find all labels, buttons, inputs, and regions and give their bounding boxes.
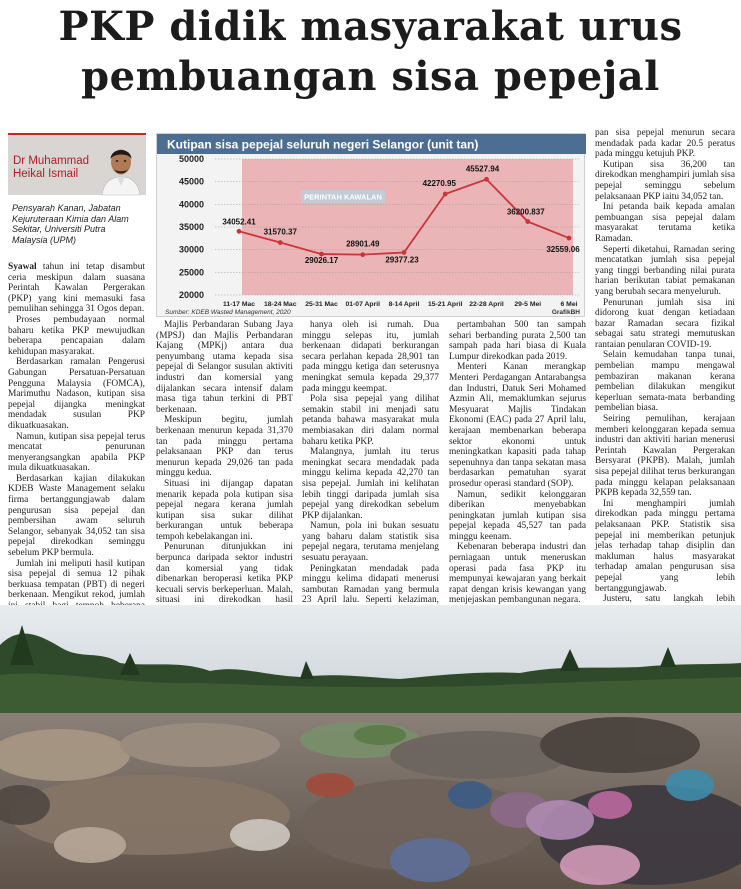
x-tick-label: 15-21 April <box>427 301 463 308</box>
paragraph <box>595 128 735 160</box>
data-point <box>443 192 448 197</box>
article-column-2 <box>156 320 293 650</box>
paragraph <box>8 262 145 315</box>
data-label: 29377.23 <box>385 255 419 265</box>
paragraph <box>8 315 145 357</box>
data-point <box>360 252 365 257</box>
data-label: 29026.17 <box>304 256 339 266</box>
data-label: 34052.41 <box>222 217 256 227</box>
paragraph <box>595 160 735 202</box>
author-photo <box>96 139 146 195</box>
paragraph-text: Menteri Kanan merangkap Menteri Perdagangan Antarabangsa dan Industri, Datuk Seri Mohamed Azmin Ali, memaklumkan sejurus Mesyuarat Majlis Tindakan Ekonomi (EAC) pada 27 April lalu, kerajaan membenarkan beberapa sektor ekonomi untuk meningkatkan kapasiti pada tahap sepenuhnya dan tanpa sekatan masa berdasarkan pematuhan syarat prosedur operasi standard (SOP). <box>449 362 586 489</box>
article-column-3 <box>302 320 439 650</box>
paragraph-text: Seiring pemulihan, kerajaan memberi kelonggaran kepada semua industri dan aktiviti harian menerusi Perintah Kawalan Pergerakan Bersyarat (PKPB). Malah, jumlah sisa pepejal dilihat terus berkurangan pada minggu kelapan pelaksanaan PKPB kepada 32,559 tan. <box>595 414 735 499</box>
y-tick-label: 50000 <box>178 154 204 164</box>
paragraph-text: Ini petanda baik kepada amalan pembuangan sisa pepejal dalam masyarakat terutama ketika Ramadan. <box>595 202 735 244</box>
paragraph-text: Peningkatan mendadak pada minggu kelima didapati menerusi sambutan Ramadan yang bermula 23 April lalu. Seperti kelaziman, <box>302 563 439 606</box>
paragraph-text: Meskipun begitu, jumlah berkenaan menurun kepada 31,370 tan pada minggu pertama pelaksanaan PKP dan terus menurun kepada 29,026 tan pada minggu kedua. <box>156 415 293 479</box>
paragraph <box>449 490 586 543</box>
dumpsite-photo <box>0 605 741 889</box>
paragraph <box>595 245 735 298</box>
paragraph-text: Namun, sedikit kelonggaran diberikan menyebabkan peningkatan jumlah kutipan sisa pepejal kepada 45,527 tan pada minggu keenam. <box>449 489 586 542</box>
paragraph <box>8 357 145 431</box>
paragraph-text: Kebenaran beberapa industri dan perniagaan untuk meneruskan operasi pada fasa PKP itu mempunyai kewajaran yang berkait rapat dengan krisis kewangan yang menjejaskan pembangunan negara. <box>449 542 586 606</box>
paragraph-text: Jumlah ini meliputi hasil kutipan sisa pepejal di semua 12 pihak berkuasa tempatan (PBT) di negeri berkenaan. Mengikut rekod, jumlah <box>8 558 145 601</box>
data-label: 28901.49 <box>346 239 380 249</box>
paragraph <box>302 320 439 394</box>
paragraph <box>449 320 586 362</box>
paragraph-text: Selain kemudahan tanpa tunai, pembelian mampu mengawal pembaziran makanan kerana pembelian dilakukan mengikut keperluan semata-mata berbanding pembelian biasa. <box>595 350 735 414</box>
x-tick-label: 6 Mei <box>560 301 578 308</box>
paragraph-text: Situasi ini dijangap dapatan menarik kepada pola kutipan sisa pepejal negara kerana jumlah kutipan sisa sukar dilihat berkurangan untuk beberapa tempoh kebelakangan ini. <box>156 478 293 542</box>
paragraph <box>595 298 735 351</box>
paragraph-text: Proses pembudayaan normal baharu ketika PKP mewujudkan beberapa pencapaian dalam kehidupan masyarakat. <box>8 314 145 357</box>
paragraph <box>302 521 439 563</box>
paragraph <box>449 362 586 489</box>
paragraph-lead: Syawal <box>8 262 37 272</box>
y-tick-label: 40000 <box>178 199 204 210</box>
chart-title: Kutipan sisa pepejal seluruh negeri Selangor (unit tan) <box>167 137 479 152</box>
data-point <box>237 229 242 234</box>
data-label: 32559.06 <box>546 245 580 255</box>
headline <box>0 2 741 102</box>
author-box <box>8 133 146 259</box>
x-tick-label: 11-17 Mac <box>222 301 256 308</box>
data-label: 36200.837 <box>506 207 545 217</box>
paragraph-text: Kutipan sisa 36,200 tan direkodkan menghampiri jumlah sisa pepejal seminggu sebelum pelaksanaan PKP iaitu 34,052 tan. <box>595 159 735 202</box>
author-name <box>13 155 93 181</box>
chart-source: Sumber: KDEB Wasted Management, 2020 <box>165 309 291 316</box>
author-name-line-2: Heikal Ismail <box>13 168 79 180</box>
article-column-1 <box>8 262 145 612</box>
article-column-5 <box>595 128 735 648</box>
paragraph-text: Majlis Perbandaran Subang Jaya (MPSJ) dan Majlis Perbandaran Kajang (MPKj) antara dua penyumbang utama kepada sisa pepejal di Selangor susulan aktiviti industri dan komersial yang dijalankan secara intensif dalam masa tiga tahun terkini di PBT berkenaan. <box>156 320 293 415</box>
paragraph-text: tahun ini tetap disambut ceria meskipun dalam suasana Perintah Kawalan Pergerakan (PKP) yang kini memasuki fasa pemulihan sehingga 31 Ogos depan. <box>8 262 145 315</box>
paragraph <box>595 202 735 244</box>
chart <box>156 133 585 317</box>
paragraph <box>8 474 145 559</box>
y-axis-ticks <box>179 154 204 300</box>
data-label: 31570.37 <box>263 227 297 237</box>
y-tick-label: 35000 <box>178 222 204 232</box>
y-tick-label: 30000 <box>178 244 204 255</box>
paragraph-text: Berdasarkan kajian dilakukan KDEB Waste Management selaku firma bertanggungjawab dalam pengurusan sisa pepejal dan pembersihan awam seluruh Selangor, sebanyak 34,052 tan sisa pepejal direkodkan seminggu sebelum PKP bermula. <box>8 473 145 559</box>
x-tick-label: 29-5 Mei <box>514 301 542 308</box>
data-label: 42270.95 <box>422 179 456 189</box>
paragraph-text: Justeru, satu langkah lebih <box>603 594 735 605</box>
paragraph <box>595 350 735 414</box>
paragraph <box>8 432 145 474</box>
paragraph-text: Namun, pola ini bukan sesuatu yang baharu dalam statistik sisa pepejal negara, terutama menjelang sesuatu perayaan. <box>302 521 439 564</box>
paragraph <box>595 414 735 499</box>
headline-line-1: PKP didik masyarakat urus <box>58 3 683 50</box>
paragraph-text: Seperti diketahui, Ramadan sering mencatatkan jumlah sisa pepejal yang tinggi berbanding nilai purata harian berikutan tabiat pemakanan yang berubah secara menyeluruh. <box>595 244 735 297</box>
chart-svg <box>157 134 586 318</box>
paragraph <box>156 320 293 415</box>
paragraph-text: Malangnya, jumlah itu terus meningkat secara mendadak pada minggu kelima kepada 42,270 tan sisa pepejal. Jumlah ini kelihatan lebih tinggi daripada jumlah sisa pepejal yang direkodkan sebelum PKP dijalankan. <box>302 447 439 521</box>
article-column-4 <box>449 320 586 650</box>
paragraph <box>156 415 293 479</box>
paragraph <box>302 447 439 521</box>
y-tick-label: 45000 <box>178 176 204 187</box>
author-name-line-1: Dr Muhammad <box>13 155 90 167</box>
paragraph-text: Penurunan ditunjukkan ini berpunca daripada sektor industri dan komersial yang tidak dibenarkan beroperasi ketika PKP kecuali servis berkeperluan. Malah, situasi ini direkodkan hasil <box>156 542 293 606</box>
paragraph <box>449 542 586 606</box>
x-axis-ticks <box>223 301 578 308</box>
data-label: 45527.94 <box>465 164 500 174</box>
paragraph-text: pertambahan 500 tan sampah sehari berbanding purata 2,500 tan sampah pada hari biasa di Kuala Lumpur direkodkan pada 2019. <box>449 320 586 362</box>
paragraph <box>595 499 735 594</box>
paragraph-text: Penurunan jumlah sisa ini didorong kuat dengan ketiadaan bazar Ramadan secara fizikal sebagai satu strategi memutuskan rantaian penularan COVID-19. <box>595 297 735 350</box>
paragraph-text: Berdasarkan ramalan Pengerusi Gabungan Persatuan-Persatuan Pengguna Malaysia (FOMCA), Marimuthu Nadason, kutipan sisa pepejal dijangka meningkat mendadak susulan PKP dikuatkuasakan. <box>8 357 145 431</box>
data-point <box>484 177 489 182</box>
headline-line-2: pembuangan sisa pepejal <box>81 53 660 100</box>
data-point <box>402 250 407 255</box>
data-point <box>278 240 283 245</box>
paragraph-text: Ini menghampiri jumlah direkodkan pada minggu pertama pelaksanaan PKP. Statistik sisa pepejal ini memberikan petunjuk jelas terhadap tahap disiplin dan makluman halus masyarakat terhadap amalan pengurusan sisa pepejal yang lebih bertanggungjawab. <box>595 498 735 594</box>
chart-credit: GrafikBH <box>551 309 580 316</box>
data-point <box>525 219 530 224</box>
annotation-label: PERINTAH KAWALAN <box>304 192 382 202</box>
data-point <box>567 236 572 241</box>
paragraph-text: hanya oleh isi rumah. Dua minggu selepas itu, jumlah berkenaan didapati berkurangan secara perlahan kepada 28,901 tan pada minggu ketiga dan seterusnya meningkat semula kepada 29,377 pada minggu keempat. <box>302 320 439 394</box>
paragraph-text: Namun, kutipan sisa pepejal terus mencatat penurunan menyerangsangkan apabila PKP mula dikuatkuasakan. <box>8 431 145 474</box>
x-tick-label: 8-14 April <box>388 301 420 308</box>
x-tick-label: 22-28 April <box>469 301 504 308</box>
x-tick-label: 18-24 Mac <box>264 301 297 308</box>
y-tick-label: 20000 <box>178 290 204 300</box>
x-tick-label: 01-07 April <box>345 301 381 308</box>
author-role: Pensyarah Kanan, Jabatan Kejuruteraan Kimia dan Alam Sekitar, Universiti Putra Malaysia (UPM) <box>12 203 129 245</box>
paragraph <box>302 394 439 447</box>
paragraph <box>156 479 293 543</box>
x-tick-label: 25-31 Mac <box>305 301 338 308</box>
paragraph-text: pan sisa pepejal menurun secara mendadak pada kadar 20.5 peratus pada minggu ketujuh PKP. <box>595 128 735 160</box>
y-tick-label: 25000 <box>178 267 204 278</box>
paragraph-text: Pola sisa pepejal yang dilihat semakin stabil ini menjadi satu petanda bahawa masyarakat mula membiasakan diri dalam normal baharu ketika PKP. <box>302 394 439 447</box>
